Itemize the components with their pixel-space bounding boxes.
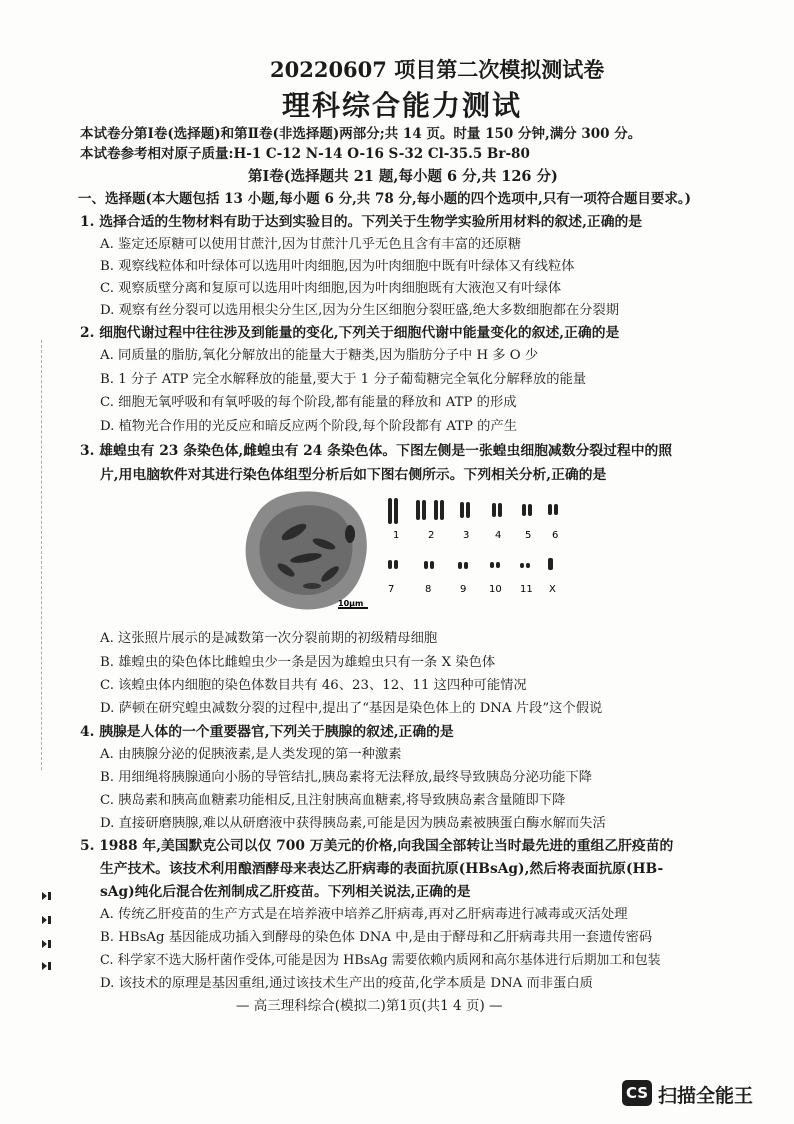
karyotype-row-1-labels <box>393 530 558 541</box>
question-1-option-d: D. 观察有丝分裂可以选用根尖分生区,因为分生区细胞分裂旺盛,绝大多数细胞都在分裂期 <box>100 303 620 318</box>
question-4-stem: 4. 胰腺是人体的一个重要器官,下列关于胰腺的叙述,正确的是 <box>80 724 454 740</box>
chromosome-label: 5 <box>525 530 532 541</box>
exam-subject-title: 理科综合能力测试 <box>282 89 523 122</box>
chromosome-label: 7 <box>388 584 395 595</box>
question-5-stem-line-1: 5. 1988 年,美国默克公司以仅 700 万美元的价格,向我国全部转让当时最先进的重组乙肝疫苗的 <box>80 838 674 854</box>
karyotype-row-2-labels <box>388 584 556 595</box>
question-4-option-c: C. 胰岛素和胰高血糖素功能相反,且注射胰高血糖素,将导致胰岛素含量随即下降 <box>100 793 566 808</box>
question-5-option-c: C. 科学家不选大肠杆菌作受体,可能是因为 HBsAg 需要依赖内质网和高尔基体进行后期加工和包装 <box>100 953 661 968</box>
question-3-option-a: A. 这张照片展示的是减数第一次分裂前期的初级精母细胞 <box>100 631 438 646</box>
cell-photo <box>246 491 368 609</box>
question-2-option-d: D. 植物光合作用的光反应和暗反应两个阶段,每个阶段都有 ATP 的产生 <box>100 419 518 434</box>
question-3-option-d: D. 萨顿在研究蝗虫减数分裂的过程中,提出了“基因是染色体上的 DNA 片段”这个假说 <box>100 701 603 716</box>
section-instructions: 一、选择题(本大题包括 13 小题,每小题 6 分,共 78 分,每小题的四个选项中,只有一项符合题目要求。) <box>78 191 691 207</box>
question-1-option-c: C. 观察质壁分离和复原可以选用叶肉细胞,因为叶肉细胞既有大液泡又有叶绿体 <box>100 281 562 296</box>
question-2-option-b: B. 1 分子 ATP 完全水解释放的能量,要大于 1 分子葡萄糖完全氧化分解释放的能量 <box>100 372 587 387</box>
chromosome-label: 11 <box>520 584 533 595</box>
question-4-option-a: A. 由胰腺分泌的促胰液素,是人类发现的第一种激素 <box>100 747 402 762</box>
karyotype-figure <box>238 486 578 614</box>
question-1-option-a: A. 鉴定还原糖可以使用甘蔗汁,因为甘蔗汁几乎无色且含有丰富的还原糖 <box>100 237 522 252</box>
question-4-option-d: D. 直接研磨胰腺,难以从研磨液中获得胰岛素,可能是因为胰岛素被胰蛋白酶水解而失活 <box>100 816 606 831</box>
binding-line <box>41 340 44 770</box>
question-3-option-b: B. 雄蝗虫的染色体比雌蝗虫少一条是因为雄蝗虫只有一条 X 染色体 <box>100 655 496 670</box>
chromosome-label: 1 <box>393 530 400 541</box>
question-3-option-c: C. 该蝗虫体内细胞的染色体数目共有 46、23、12、11 这四种可能情况 <box>100 678 527 693</box>
question-2-option-c: C. 细胞无氧呼吸和有氧呼吸的每个阶段,都有能量的释放和 ATP 的形成 <box>100 395 517 410</box>
exam-title: 20220607 项目第二次模拟测试卷 <box>270 57 605 82</box>
chromosome-label: 10 <box>489 584 502 595</box>
page-footer: — 高三理科综合(模拟二)第1页(共1 4 页) — <box>236 998 503 1014</box>
chromosome-label: 2 <box>428 530 435 541</box>
binding-hole-marks <box>40 890 54 980</box>
question-5-stem-line-2: 生产技术。该技术利用酿酒酵母来表达乙肝病毒的表面抗原(HBsAg),然后将表面抗原(HB- <box>100 861 664 877</box>
question-3-figure <box>238 486 578 614</box>
cs-logo-icon: CS <box>622 1080 652 1106</box>
question-1-option-b: B. 观察线粒体和叶绿体可以选用叶肉细胞,因为叶肉细胞中既有叶绿体又有线粒体 <box>100 259 575 274</box>
intro-line-1: 本试卷分第Ⅰ卷(选择题)和第Ⅱ卷(非选择题)两部分;共 14 页。时量 150 分钟,满分 300 分。 <box>80 126 642 142</box>
question-5-stem-line-3: sAg)纯化后混合佐剂制成乙肝疫苗。下列相关说法,正确的是 <box>100 884 471 900</box>
question-1-stem: 1. 选择合适的生物材料有助于达到实验目的。下列关于生物学实验所用材料的叙述,正确的是 <box>80 214 643 230</box>
scale-label: 10μm <box>338 599 364 608</box>
scanner-watermark <box>622 1078 772 1108</box>
chromosome-label: 9 <box>460 584 467 595</box>
chromosome-label: 6 <box>552 530 559 541</box>
karyotype-row-2 <box>388 558 553 570</box>
question-5-option-a: A. 传统乙肝疫苗的生产方式是在培养液中培养乙肝病毒,再对乙肝病毒进行减毒或灭活处理 <box>100 907 628 922</box>
question-2-stem: 2. 细胞代谢过程中往往涉及到能量的变化,下列关于细胞代谢中能量变化的叙述,正确的是 <box>80 325 620 341</box>
question-3-stem-line-1: 3. 雄蝗虫有 23 条染色体,雌蝗虫有 24 条染色体。下图左侧是一张蝗虫细胞减数分裂过程中的照 <box>80 443 673 459</box>
question-3-stem-line-2: 片,用电脑软件对其进行染色体组型分析后如下图右侧所示。下列相关分析,正确的是 <box>100 467 607 483</box>
karyotype-row-1 <box>388 498 558 524</box>
scanner-app-name: 扫描全能王 <box>658 1085 754 1107</box>
chromosome-label: 8 <box>425 584 432 595</box>
section-heading: 第Ⅰ卷(选择题共 21 题,每小题 6 分,共 126 分) <box>248 168 558 185</box>
question-5-option-d: D. 该技术的原理是基因重组,通过该技术生产出的疫苗,化学本质是 DNA 而非蛋白质 <box>100 976 593 991</box>
chromosome-label: 4 <box>495 530 502 541</box>
chromosome-label: 3 <box>463 530 470 541</box>
intro-line-2: 本试卷参考相对原子质量:H-1 C-12 N-14 O-16 S-32 Cl-35.5 Br-80 <box>80 146 530 162</box>
chromosome-label: X <box>549 584 556 595</box>
question-2-option-a: A. 同质量的脂肪,氧化分解放出的能量大于糖类,因为脂肪分子中 H 多 O 少 <box>100 348 539 363</box>
question-4-option-b: B. 用细绳将胰腺通向小肠的导管结扎,胰岛素将无法释放,最终导致胰岛分泌功能下降 <box>100 770 593 785</box>
question-5-option-b: B. HBsAg 基因能成功插入到酵母的染色体 DNA 中,是由于酵母和乙肝病毒共用一套遗传密码 <box>100 930 653 945</box>
